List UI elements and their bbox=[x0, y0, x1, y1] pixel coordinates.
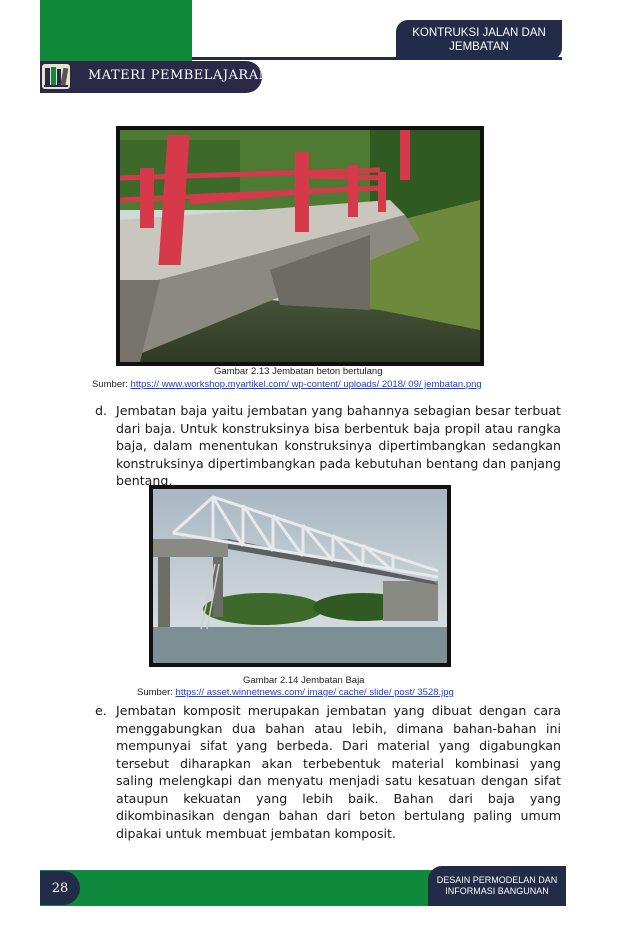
list-item-d-letter: d. bbox=[95, 403, 107, 418]
list-item-d-text: Jembatan baja yaitu jembatan yang bahannya sebagian besar terbuat dari baja. Untuk konstruksinya bisa berbentuk baja propil atau rangka baja, dalam menentukan konstruksinya dipertimbangkan sedangkan konstruksinya dipertimbangkan pada kebutuhan bentang dan panjang bentang, bbox=[116, 403, 561, 488]
figure2-caption: Gambar 2.14 Jembatan Baja bbox=[243, 675, 365, 686]
page-number: 28 bbox=[40, 871, 80, 905]
list-item-e bbox=[95, 702, 561, 842]
footer-title bbox=[428, 866, 566, 906]
books-icon bbox=[42, 64, 70, 89]
header-title bbox=[396, 20, 562, 60]
figure1-source-label: Sumber: bbox=[92, 379, 128, 390]
concrete-bridge-photo bbox=[116, 126, 484, 366]
figure2-source-link[interactable]: https:// asset.winnetnews.com/ image/ cache/ slide/ post/ 3528.jpg bbox=[175, 687, 454, 698]
figure1-caption: Gambar 2.13 Jembatan beton bertulang bbox=[214, 366, 383, 377]
figure2-source-label: Sumber: bbox=[137, 687, 173, 698]
figure2-source bbox=[137, 687, 454, 698]
list-item-e-text: Jembatan komposit merupakan jembatan yang dibuat dengan cara menggabungkan dua bahan atau lebih, dimana bahan-bahan ini mempunyai sifat yang berbeda. Dari material yang digabungkan tersebut diharapkan akan terbebentuk material kombinasi yang saling melengkapi dan menyatu menjadi satu kesatuan dengan sifat ataupun kekuatan yang lebih baik. Bahan dari baja yang dikombinasikan dengan bahan dari beton bertulang paling umum dipakai untuk membuat jembatan komposit. bbox=[116, 703, 561, 841]
footer-title-line2: INFORMASI BANGUNAN bbox=[445, 886, 549, 896]
list-item-d bbox=[95, 402, 561, 490]
figure1-source-link[interactable]: https:// www.workshop.myartikel.com/ wp-content/ uploads/ 2018/ 09/ jembatan.png bbox=[130, 379, 482, 390]
footer-title-line1: DESAIN PERMODELAN DAN bbox=[436, 875, 558, 885]
header-title-line2: JEMBATAN bbox=[449, 41, 509, 53]
section-label: MATERI PEMBELAJARAN bbox=[88, 68, 271, 83]
header-green-block bbox=[40, 0, 192, 62]
list-item-e-letter: e. bbox=[95, 703, 107, 718]
steel-bridge-photo bbox=[149, 485, 451, 667]
header-title-line1: KONTRUKSI JALAN DAN bbox=[412, 27, 546, 39]
figure1-source bbox=[92, 379, 482, 390]
